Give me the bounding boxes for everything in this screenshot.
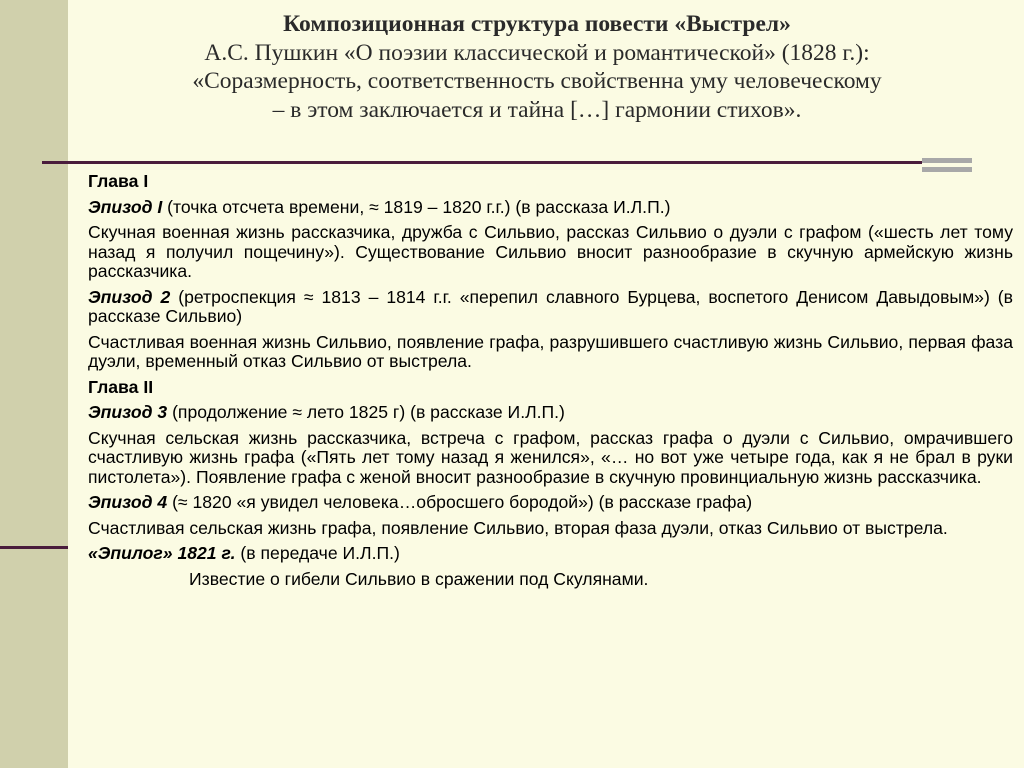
episode-1-note: (точка отсчета времени, ≈ 1819 – 1820 г.г.) (в рассказа И.Л.П.) [162, 196, 671, 217]
slide-title-block [68, 10, 1006, 124]
episode-2-note: (ретроспекция ≈ 1813 – 1814 г.г. «перепил славного Бурцева, воспетого Денисом Давыдовым») (в рассказе Сильвио) [88, 286, 1013, 326]
episode-4-heading [88, 493, 1013, 513]
epilogue-note: (в передаче И.Л.П.) [235, 543, 400, 563]
episode-3-note: (продолжение ≈ лето 1825 г) (в рассказе И.Л.П.) [167, 402, 565, 422]
epilogue-label: «Эпилог» 1821 г. [88, 543, 236, 563]
episode-4-note: (≈ 1820 «я увидел человека…обросшего бородой») (в рассказе графа) [167, 492, 753, 512]
episode-4-text: Счастливая сельская жизнь графа, появление Сильвио, вторая фаза дуэли, отказ Сильвио от выстрела. [88, 517, 948, 538]
episode-1-text: Скучная военная жизнь рассказчика, дружба с Сильвио, рассказ Сильвио о дуэли с графом («шесть лет тому назад я получил пощечину»). Существование Сильвио вносит разнообразие в скучную армейскую жизнь рассказчика. [88, 222, 1013, 281]
left-decor-band [0, 0, 68, 768]
episode-1-label: Эпизод I [88, 196, 163, 217]
episode-2-label: Эпизод 2 [88, 286, 171, 307]
slide-body [88, 172, 1013, 595]
epilogue-heading [88, 544, 1013, 564]
slide-subtitle-line-3: – в этом заключается и тайна […] гармонии стихов». [272, 96, 802, 123]
chapter-heading-1: Глава I [88, 171, 149, 191]
episode-4-label: Эпизод 4 [88, 492, 168, 512]
header-divider [42, 161, 922, 164]
epilogue-text: Известие о гибели Сильвио в сражении под Скулянами. [189, 568, 649, 589]
episode-1-heading [88, 198, 1013, 218]
slide-subtitle-line-2: «Соразмерность, соответственность свойственна уму человеческому [192, 68, 882, 94]
episode-2-text: Счастливая военная жизнь Сильвио, появление графа, разрушившего счастливую жизнь Сильвио, первая фаза дуэли, временный отказ Сильвио от выстрела. [88, 331, 1013, 371]
slide-title: Композиционная структура повести «Выстрел» [283, 11, 791, 37]
episode-3-label: Эпизод 3 [88, 402, 168, 422]
episode-3-text: Скучная сельская жизнь рассказчика, встреча с графом, рассказ графа о дуэли с Сильвио, омрачившего счастливую жизнь графа («Пять лет тому назад я женился», «… но вот уже четыре года, как я не брал в руки пистолета»). Появление графа с женой вносит разнообразие в скучную провинциальную жизнь рассказчика. [88, 427, 1013, 487]
episode-2-heading [88, 288, 1013, 327]
left-divider [0, 546, 68, 549]
decor-bar [922, 158, 972, 163]
episode-3-heading [88, 403, 1013, 423]
slide-subtitle-line-1: А.С. Пушкин «О поэзии классической и романтической» (1828 г.): [204, 39, 870, 66]
chapter-heading-2: Глава II [88, 376, 154, 397]
